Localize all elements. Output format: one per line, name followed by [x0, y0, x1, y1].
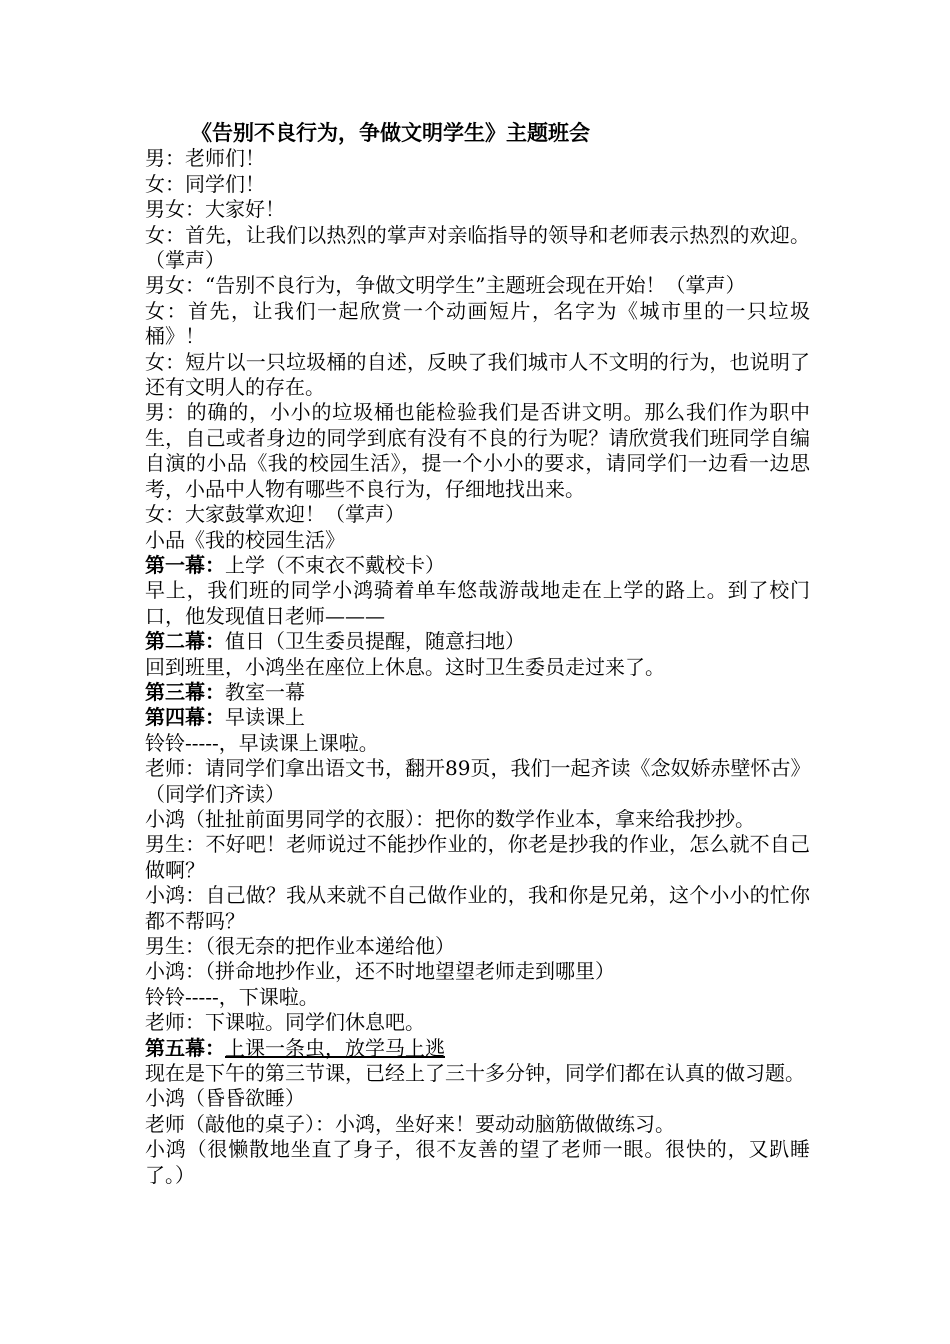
- paragraph-text: 男生：不好吧！老师说过不能抄作业的，你老是抄我的作业，怎么就不自己做啊？: [145, 832, 810, 882]
- paragraph-text: （同学们齐读）: [145, 781, 285, 806]
- paragraph-text: 男：的确的，小小的垃圾桶也能检验我们是否讲文明。那么我们作为职中生，自己或者身边的同学到底有没有不良的行为呢？请欣赏我们班同学自编自演的小品《我的校园生活》，提一个小小的要求，请同学们一边看一边思考，小品中人物有哪些不良行为，仔细地找出来。: [145, 400, 810, 501]
- paragraph-text: 上学（不束衣不戴校卡）: [225, 552, 445, 577]
- paragraph-text: 老师：请同学们拿出语文书，翻开89页，我们一起齐读《念奴娇赤壁怀古》: [145, 756, 811, 781]
- paragraph-text: 男生：（很无奈的把作业本递给他）: [145, 934, 455, 958]
- paragraph-text: 铃铃-----，早读课上课啦。: [145, 730, 379, 755]
- script-paragraph: [145, 299, 810, 350]
- paragraph-text: 女：首先，让我们以热烈的掌声对亲临指导的领导和老师表示热烈的欢迎。（掌声）: [145, 222, 810, 273]
- paragraph-text: 男女：“告别不良行为，争做文明学生”主题班会现在开始！（掌声）: [145, 273, 746, 298]
- document-page: [145, 120, 810, 1188]
- script-paragraph: [145, 832, 810, 883]
- script-paragraph: [145, 400, 810, 502]
- paragraph-text: 现在是下午的第三节课，已经上了三十多分钟，同学们都在认真的做习题。: [145, 1061, 805, 1086]
- document-title: 《告别不良行为，争做文明学生》主题班会: [191, 120, 590, 145]
- paragraph-text: 老师：下课啦。同学们休息吧。: [145, 1010, 425, 1035]
- act-paragraph: [145, 1036, 810, 1061]
- script-paragraph: [145, 782, 810, 807]
- script-paragraph: [145, 959, 810, 984]
- script-paragraph: [145, 223, 810, 274]
- act-heading: 第二幕：: [145, 629, 225, 654]
- paragraph-text: 铃铃-----，下课啦。: [145, 984, 319, 1009]
- paragraph-text: 上课一条虫，放学马上逃: [225, 1035, 445, 1060]
- paragraph-text: 小鸿（扯扯前面男同学的衣服）：把你的数学作业本，拿来给我抄抄。: [145, 806, 755, 831]
- paragraph-text: 女：短片以一只垃圾桶的自述，反映了我们城市人不文明的行为，也说明了还有文明人的存在。: [145, 349, 810, 400]
- paragraph-text: 老师（敲他的桌子）：小鸿，坐好来！要动动脑筋做做练习。: [145, 1111, 675, 1136]
- paragraph-text: 早读课上: [225, 705, 305, 730]
- script-paragraph: [145, 731, 810, 756]
- script-paragraph: [145, 883, 810, 934]
- paragraph-text: 早上，我们班的同学小鸿骑着单车悠哉游哉地走在上学的路上。到了校门口，他发现值日老师———: [145, 578, 810, 628]
- paragraph-text: 男：老师们！: [145, 146, 265, 171]
- paragraph-text: 小鸿：自己做？我从来就不自己做作业的，我和你是兄弟，这个小小的忙你都不帮吗？: [145, 883, 810, 933]
- paragraph-text: 女：同学们！: [145, 171, 265, 196]
- script-paragraph: [145, 807, 810, 832]
- script-paragraph: [145, 273, 810, 298]
- script-paragraph: [145, 528, 810, 553]
- paragraph-text: 男女：大家好！: [145, 197, 285, 222]
- act-paragraph: [145, 629, 810, 654]
- script-paragraph: [145, 985, 810, 1010]
- script-paragraph: [145, 172, 810, 197]
- document-body: [145, 146, 810, 1188]
- paragraph-text: 值日（卫生委员提醒，随意扫地）: [225, 629, 525, 654]
- paragraph-text: 小鸿（很懒散地坐直了身子，很不友善的望了老师一眼。很快的，又趴睡了。）: [145, 1137, 810, 1187]
- act-heading: 第五幕：: [145, 1035, 225, 1060]
- paragraph-text: 小鸿：（拼命地抄作业，还不时地望望老师走到哪里）: [145, 959, 615, 984]
- act-paragraph: [145, 705, 810, 730]
- script-paragraph: [145, 1086, 810, 1111]
- script-paragraph: [145, 1137, 810, 1188]
- script-paragraph: [145, 146, 810, 171]
- script-paragraph: [145, 756, 810, 781]
- paragraph-text: 教室一幕: [225, 679, 305, 704]
- script-paragraph: [145, 502, 810, 527]
- script-paragraph: [145, 350, 810, 401]
- paragraph-text: 回到班里，小鸿坐在座位上休息。这时卫生委员走过来了。: [145, 654, 665, 679]
- script-paragraph: [145, 1061, 810, 1086]
- act-paragraph: [145, 553, 810, 578]
- script-paragraph: [145, 655, 810, 680]
- script-paragraph: [145, 1112, 810, 1137]
- act-heading: 第四幕：: [145, 705, 225, 730]
- script-paragraph: [145, 1010, 810, 1035]
- script-paragraph: [145, 578, 810, 629]
- script-paragraph: [145, 934, 810, 959]
- act-paragraph: [145, 680, 810, 705]
- act-heading: 第一幕：: [145, 552, 225, 577]
- paragraph-text: 女：大家鼓掌欢迎！（掌声）: [145, 502, 405, 527]
- script-paragraph: [145, 197, 810, 222]
- paragraph-text: 小品《我的校园生活》: [145, 527, 345, 552]
- act-heading: 第三幕：: [145, 679, 225, 704]
- paragraph-text: 小鸿（昏昏欲睡）: [145, 1086, 305, 1111]
- paragraph-text: 女：首先，让我们一起欣赏一个动画短片，名字为《城市里的一只垃圾桶》！: [145, 298, 810, 349]
